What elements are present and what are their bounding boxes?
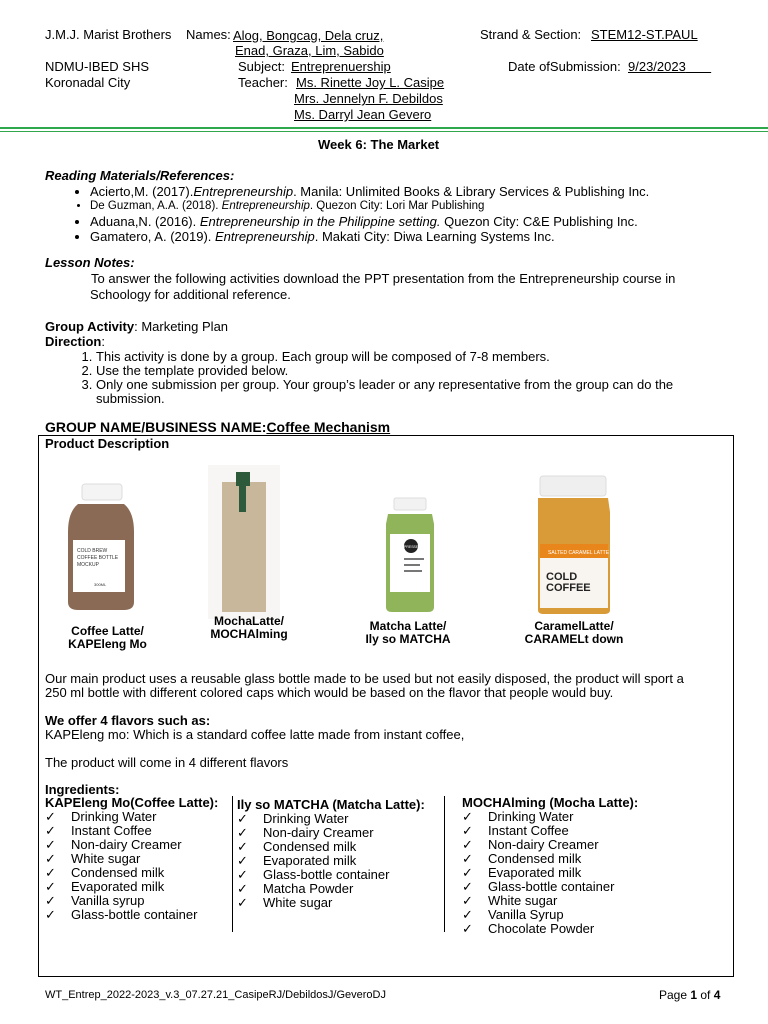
- ingredient-item: ✓ Condensed milk: [237, 839, 357, 854]
- group-activity-heading: Group Activity: Marketing Plan: [45, 319, 229, 334]
- caramel-latte-bottle: [538, 476, 610, 614]
- ingredient-item: ✓ Drinking Water: [462, 809, 574, 824]
- ingredients-matcha: [237, 798, 425, 910]
- school-dept: NDMU-IBED SHS: [45, 59, 150, 74]
- reference-item: • Aduana,N. (2016). Entrepreneurship in the Philippine setting. Quezon City: C&E Publishing Inc.: [90, 214, 649, 229]
- ingredient-item: ✓ Evaporated milk: [45, 879, 165, 894]
- business-name-heading: GROUP NAME/BUSINESS NAME:Coffee Mechanism: [45, 419, 391, 435]
- coffee-latte-bottle: [68, 484, 134, 610]
- references-list: [70, 184, 649, 244]
- ingredient-item: ✓ Non-dairy Creamer: [237, 825, 374, 840]
- teacher-label: Teacher:: [238, 75, 288, 90]
- teacher-2: Mrs. Jennelyn F. Debildos: [294, 91, 443, 106]
- product-description-label: Product Description: [45, 436, 170, 451]
- product-caption-matcha: Matcha Latte/ Ily so MATCHA: [365, 619, 451, 646]
- footer-doc-id: WT_Entrep_2022-2023_v.3_07.27.21_CasipeRJ/DebildosJ/GeveroDJ: [45, 989, 386, 1001]
- ingredients-heading: Ingredients:: [45, 782, 120, 797]
- ingredient-item: ✓ Vanilla Syrup: [462, 907, 564, 922]
- week-title: Week 6: The Market: [318, 137, 440, 152]
- ingredient-item: ✓ Condensed milk: [45, 865, 165, 880]
- strand-label: Strand & Section:: [480, 27, 582, 42]
- ingredient-item: ✓ Glass-bottle container: [237, 867, 390, 882]
- matcha-bottle-brand: PRESSED: [404, 545, 421, 549]
- product-caption-mocha: MochaLatte/ MOCHAlming: [210, 614, 288, 641]
- column-divider: [444, 796, 445, 932]
- names-line-2: Enad, Graza, Lim, Sabido: [235, 43, 384, 58]
- ingredient-item: ✓ Evaporated milk: [237, 853, 357, 868]
- ingredient-item: ✓ White sugar: [462, 893, 558, 908]
- ingredient-item: ✓ Glass-bottle container: [462, 879, 615, 894]
- direction-step: 3. Only one submission per group. Your group’s leader or any representative from the group can do the submission.: [96, 378, 746, 406]
- date-value: 9/23/2023: [628, 59, 686, 74]
- page-number: Page 1 of 4: [659, 988, 721, 1002]
- direction-step: 2. Use the template provided below.: [96, 364, 746, 378]
- teacher-3: Ms. Darryl Jean Gevero: [294, 107, 432, 122]
- names-line-1: Alog, Bongcag, Dela cruz,: [233, 28, 384, 43]
- coffee-bottle-label-2: COFFEE BOTTLE: [77, 555, 119, 561]
- coffee-bottle-size: 300ML: [94, 582, 107, 587]
- lesson-notes-heading: Lesson Notes:: [45, 255, 135, 270]
- matcha-latte-bottle: [386, 498, 434, 612]
- description-line-1: Our main product uses a reusable glass bottle made to be used but not easily disposed, the product will sport a: [45, 671, 684, 686]
- ingredient-item: ✓ Matcha Powder: [237, 881, 354, 896]
- ingredient-item: ✓ Instant Coffee: [45, 823, 152, 838]
- offer-heading: We offer 4 flavors such as:: [45, 713, 211, 728]
- subject-value: Entreprenuership: [291, 59, 391, 74]
- ingredients-coffee-title: KAPEleng Mo(Coffee Latte):: [45, 795, 219, 810]
- mocha-latte-bottle: [208, 465, 280, 619]
- column-divider: [232, 796, 233, 932]
- names-label: Names:: [186, 27, 231, 42]
- direction-step: 1. This activity is done by a group. Each group will be composed of 7-8 members.: [96, 350, 746, 364]
- reference-item: • Acierto,M. (2017).Entrepreneurship. Manila: Unlimited Books & Library Services & Publishing Inc.: [90, 184, 649, 199]
- school-city: Koronadal City: [45, 75, 131, 90]
- header-rule-top: [0, 127, 768, 129]
- reference-item: • De Guzman, A.A. (2018). Entrepreneurship. Quezon City: Lori Mar Publishing: [90, 199, 649, 214]
- ingredients-mocha: [462, 796, 638, 936]
- strand-value: STEM12-ST.PAUL: [591, 27, 698, 42]
- ingredient-item: ✓ Non-dairy Creamer: [45, 837, 182, 852]
- product-caption-caramel: CaramelLatte/ CARAMELt down: [524, 619, 624, 646]
- direction-steps: [78, 350, 746, 406]
- ingredients-coffee: [45, 796, 218, 922]
- flavors-line: The product will come in 4 different flavors: [45, 755, 289, 770]
- reference-item: • Gamatero, A. (2019). Entrepreneurship. Makati City: Diwa Learning Systems Inc.: [90, 229, 649, 244]
- caramel-bottle-label-1: COLD: [546, 571, 578, 583]
- header-rule-bottom: [0, 131, 768, 132]
- ingredient-item: ✓ Vanilla syrup: [45, 893, 145, 908]
- ingredient-item: ✓ Instant Coffee: [462, 823, 569, 838]
- description-line-2: 250 ml bottle with different colored caps which would be based on the flavor that people would buy.: [45, 685, 614, 700]
- ingredients-mocha-title: MOCHAlming (Mocha Latte):: [462, 795, 639, 810]
- ingredient-item: ✓ Evaporated milk: [462, 865, 582, 880]
- coffee-bottle-label-1: COLD BREW: [77, 548, 108, 554]
- ingredient-item: ✓ Chocolate Powder: [462, 921, 595, 936]
- school-name: J.M.J. Marist Brothers: [45, 27, 172, 42]
- ingredient-item: ✓ White sugar: [45, 851, 141, 866]
- product-images: [40, 452, 730, 622]
- ingredient-item: ✓ Condensed milk: [462, 851, 582, 866]
- offer-line: KAPEleng mo: Which is a standard coffee latte made from instant coffee,: [45, 727, 465, 742]
- ingredient-item: ✓ White sugar: [237, 895, 333, 910]
- date-label: Date ofSubmission:: [508, 59, 621, 74]
- lesson-notes-line-2: Schoology for additional reference.: [90, 287, 291, 302]
- ingredient-item: ✓ Glass-bottle container: [45, 907, 198, 922]
- lesson-notes-line-1: To answer the following activities download the PPT presentation from the Entrepreneurship course in: [91, 271, 676, 286]
- ingredient-item: ✓ Non-dairy Creamer: [462, 837, 599, 852]
- direction-heading: Direction:: [45, 334, 105, 349]
- caramel-bottle-small-label: SALTED CARAMEL LATTE: [548, 550, 610, 556]
- ingredient-item: ✓ Drinking Water: [237, 811, 349, 826]
- references-heading: Reading Materials/References:: [45, 168, 235, 183]
- ingredient-item: ✓ Drinking Water: [45, 809, 157, 824]
- subject-label: Subject:: [238, 59, 285, 74]
- business-name: Coffee Mechanism: [266, 419, 391, 435]
- teacher-1: Ms. Rinette Joy L. Casipe: [296, 75, 445, 90]
- ingredients-matcha-title: Ily so MATCHA (Matcha Latte):: [237, 797, 425, 812]
- product-caption-coffee: Coffee Latte/ KAPEleng Mo: [68, 624, 147, 651]
- caramel-bottle-label-2: COFFEE: [546, 582, 591, 594]
- coffee-bottle-label-3: MOCKUP: [77, 562, 99, 568]
